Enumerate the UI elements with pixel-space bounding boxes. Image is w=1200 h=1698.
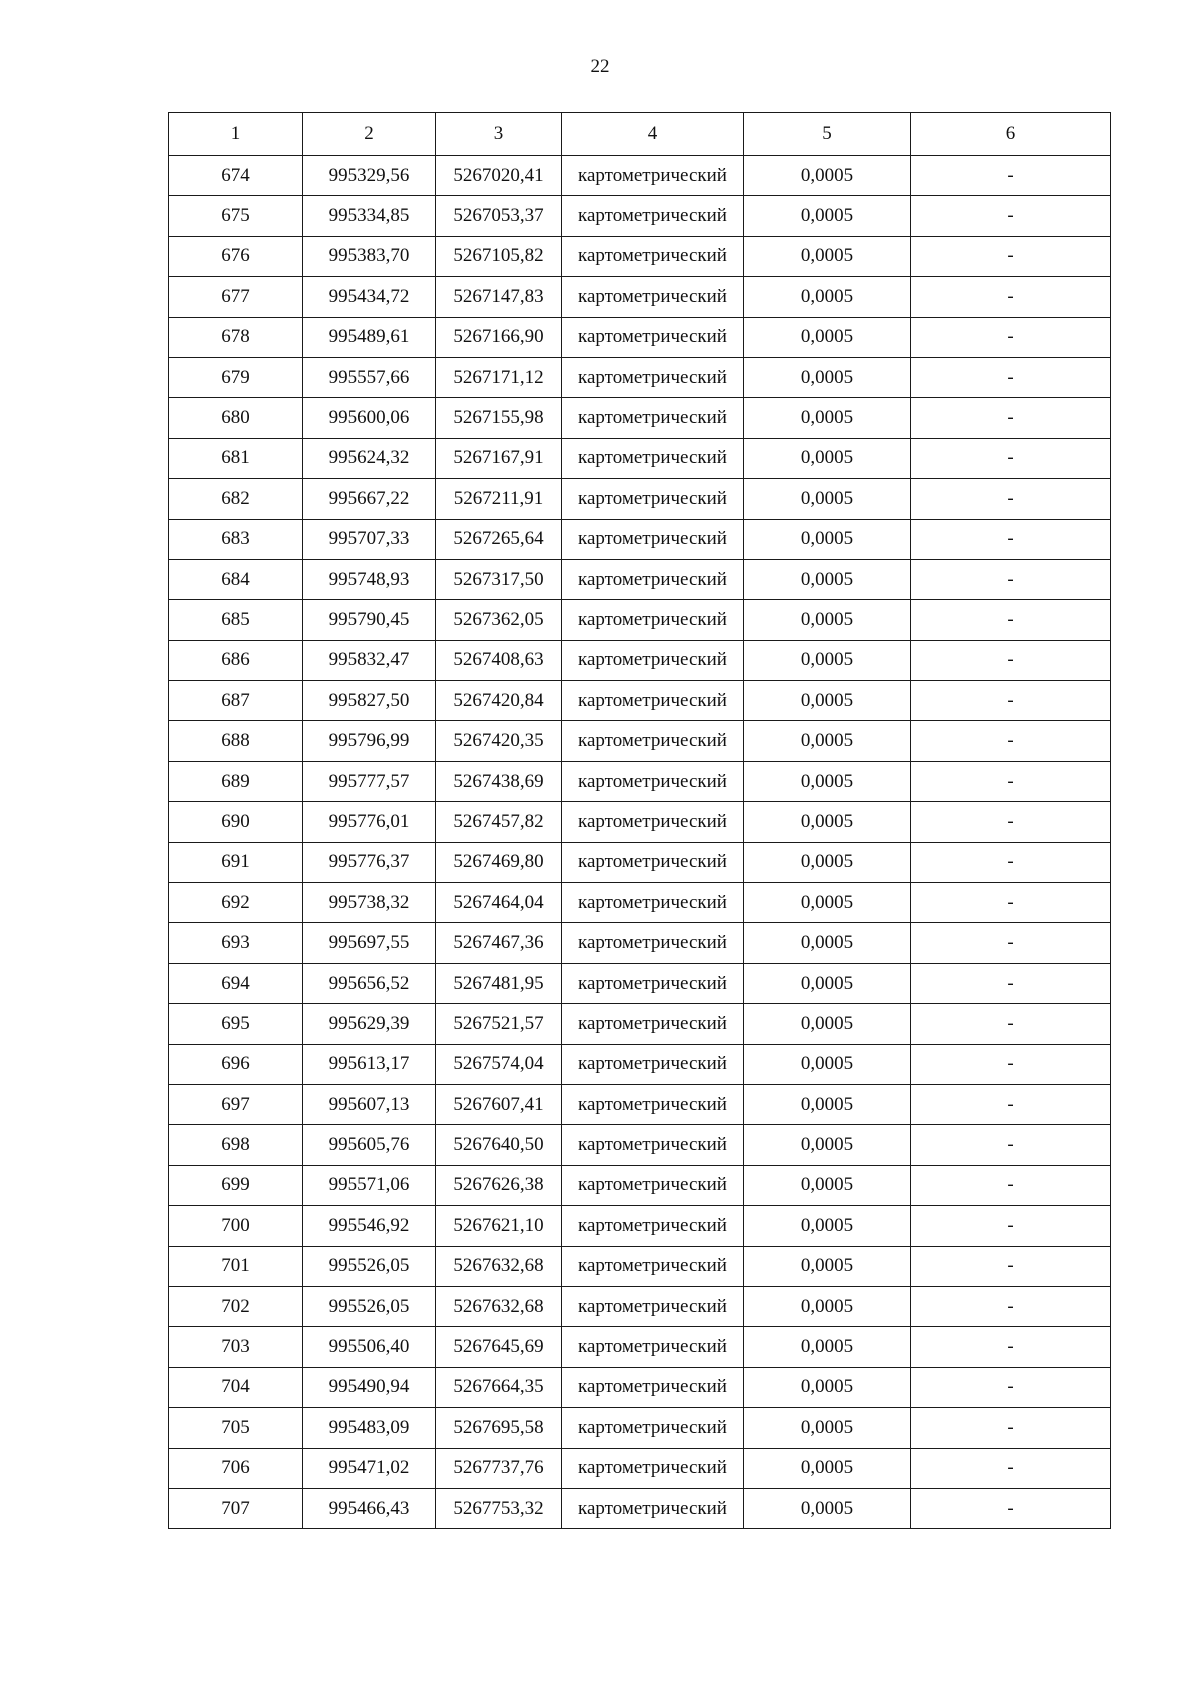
- table-row: [169, 398, 1111, 438]
- coordinates-table: [168, 112, 1111, 1529]
- accuracy-cell: 0,0005: [744, 761, 911, 801]
- accuracy-cell: 0,0005: [744, 1246, 911, 1286]
- y-coordinate-cell: 5267521,57: [436, 1004, 562, 1044]
- point-number-cell: 707: [169, 1488, 303, 1528]
- x-coordinate-cell: 995490,94: [303, 1367, 436, 1407]
- point-number-cell: 678: [169, 317, 303, 357]
- x-coordinate-cell: 995506,40: [303, 1327, 436, 1367]
- method-cell: картометрический: [562, 1084, 744, 1124]
- y-coordinate-cell: 5267362,05: [436, 600, 562, 640]
- note-cell: -: [911, 1044, 1111, 1084]
- note-cell: -: [911, 681, 1111, 721]
- table-row: [169, 640, 1111, 680]
- table-row: [169, 1246, 1111, 1286]
- point-number-cell: 687: [169, 681, 303, 721]
- header-row: [169, 113, 1111, 156]
- note-cell: -: [911, 236, 1111, 276]
- y-coordinate-cell: 5267105,82: [436, 236, 562, 276]
- x-coordinate-cell: 995557,66: [303, 357, 436, 397]
- x-coordinate-cell: 995790,45: [303, 600, 436, 640]
- table-row: [169, 1044, 1111, 1084]
- x-coordinate-cell: 995827,50: [303, 681, 436, 721]
- x-coordinate-cell: 995600,06: [303, 398, 436, 438]
- point-number-cell: 691: [169, 842, 303, 882]
- method-cell: картометрический: [562, 842, 744, 882]
- y-coordinate-cell: 5267464,04: [436, 883, 562, 923]
- table-row: [169, 923, 1111, 963]
- y-coordinate-cell: 5267317,50: [436, 559, 562, 599]
- accuracy-cell: 0,0005: [744, 559, 911, 599]
- accuracy-cell: 0,0005: [744, 398, 911, 438]
- x-coordinate-cell: 995613,17: [303, 1044, 436, 1084]
- method-cell: картометрический: [562, 317, 744, 357]
- x-coordinate-cell: 995832,47: [303, 640, 436, 680]
- table-row: [169, 963, 1111, 1003]
- table-row: [169, 236, 1111, 276]
- method-cell: картометрический: [562, 761, 744, 801]
- accuracy-cell: 0,0005: [744, 681, 911, 721]
- method-cell: картометрический: [562, 357, 744, 397]
- accuracy-cell: 0,0005: [744, 277, 911, 317]
- point-number-cell: 675: [169, 196, 303, 236]
- accuracy-cell: 0,0005: [744, 519, 911, 559]
- note-cell: -: [911, 721, 1111, 761]
- table-row: [169, 842, 1111, 882]
- note-cell: -: [911, 1246, 1111, 1286]
- x-coordinate-cell: 995777,57: [303, 761, 436, 801]
- point-number-cell: 696: [169, 1044, 303, 1084]
- table-row: [169, 1084, 1111, 1124]
- accuracy-cell: 0,0005: [744, 438, 911, 478]
- method-cell: картометрический: [562, 923, 744, 963]
- y-coordinate-cell: 5267420,35: [436, 721, 562, 761]
- point-number-cell: 682: [169, 479, 303, 519]
- x-coordinate-cell: 995748,93: [303, 559, 436, 599]
- note-cell: -: [911, 1084, 1111, 1124]
- accuracy-cell: 0,0005: [744, 479, 911, 519]
- table-row: [169, 761, 1111, 801]
- method-cell: картометрический: [562, 559, 744, 599]
- point-number-cell: 676: [169, 236, 303, 276]
- table-body: [169, 156, 1111, 1529]
- method-cell: картометрический: [562, 1448, 744, 1488]
- note-cell: -: [911, 802, 1111, 842]
- accuracy-cell: 0,0005: [744, 317, 911, 357]
- accuracy-cell: 0,0005: [744, 1448, 911, 1488]
- header-cell-5: 5: [744, 113, 911, 156]
- x-coordinate-cell: 995796,99: [303, 721, 436, 761]
- table-header: [169, 113, 1111, 156]
- point-number-cell: 698: [169, 1125, 303, 1165]
- table-row: [169, 277, 1111, 317]
- y-coordinate-cell: 5267753,32: [436, 1488, 562, 1528]
- method-cell: картометрический: [562, 196, 744, 236]
- table-row: [169, 802, 1111, 842]
- point-number-cell: 694: [169, 963, 303, 1003]
- x-coordinate-cell: 995471,02: [303, 1448, 436, 1488]
- method-cell: картометрический: [562, 1408, 744, 1448]
- point-number-cell: 700: [169, 1206, 303, 1246]
- point-number-cell: 688: [169, 721, 303, 761]
- y-coordinate-cell: 5267469,80: [436, 842, 562, 882]
- note-cell: -: [911, 317, 1111, 357]
- method-cell: картометрический: [562, 600, 744, 640]
- point-number-cell: 684: [169, 559, 303, 599]
- method-cell: картометрический: [562, 519, 744, 559]
- method-cell: картометрический: [562, 721, 744, 761]
- note-cell: -: [911, 883, 1111, 923]
- accuracy-cell: 0,0005: [744, 156, 911, 196]
- note-cell: -: [911, 519, 1111, 559]
- method-cell: картометрический: [562, 156, 744, 196]
- x-coordinate-cell: 995434,72: [303, 277, 436, 317]
- accuracy-cell: 0,0005: [744, 1367, 911, 1407]
- table-row: [169, 519, 1111, 559]
- y-coordinate-cell: 5267640,50: [436, 1125, 562, 1165]
- table-row: [169, 681, 1111, 721]
- point-number-cell: 692: [169, 883, 303, 923]
- x-coordinate-cell: 995526,05: [303, 1246, 436, 1286]
- note-cell: -: [911, 398, 1111, 438]
- note-cell: -: [911, 1367, 1111, 1407]
- x-coordinate-cell: 995489,61: [303, 317, 436, 357]
- point-number-cell: 690: [169, 802, 303, 842]
- x-coordinate-cell: 995483,09: [303, 1408, 436, 1448]
- method-cell: картометрический: [562, 236, 744, 276]
- y-coordinate-cell: 5267053,37: [436, 196, 562, 236]
- y-coordinate-cell: 5267626,38: [436, 1165, 562, 1205]
- note-cell: -: [911, 277, 1111, 317]
- x-coordinate-cell: 995776,37: [303, 842, 436, 882]
- note-cell: -: [911, 963, 1111, 1003]
- y-coordinate-cell: 5267645,69: [436, 1327, 562, 1367]
- method-cell: картометрический: [562, 802, 744, 842]
- x-coordinate-cell: 995466,43: [303, 1488, 436, 1528]
- table-row: [169, 1367, 1111, 1407]
- accuracy-cell: 0,0005: [744, 357, 911, 397]
- accuracy-cell: 0,0005: [744, 1125, 911, 1165]
- note-cell: -: [911, 479, 1111, 519]
- point-number-cell: 704: [169, 1367, 303, 1407]
- x-coordinate-cell: 995334,85: [303, 196, 436, 236]
- y-coordinate-cell: 5267695,58: [436, 1408, 562, 1448]
- method-cell: картометрический: [562, 681, 744, 721]
- table-row: [169, 317, 1111, 357]
- header-cell-4: 4: [562, 113, 744, 156]
- method-cell: картометрический: [562, 963, 744, 1003]
- point-number-cell: 689: [169, 761, 303, 801]
- y-coordinate-cell: 5267621,10: [436, 1206, 562, 1246]
- note-cell: -: [911, 438, 1111, 478]
- accuracy-cell: 0,0005: [744, 600, 911, 640]
- accuracy-cell: 0,0005: [744, 1206, 911, 1246]
- x-coordinate-cell: 995776,01: [303, 802, 436, 842]
- accuracy-cell: 0,0005: [744, 236, 911, 276]
- header-cell-2: 2: [303, 113, 436, 156]
- method-cell: картометрический: [562, 277, 744, 317]
- y-coordinate-cell: 5267664,35: [436, 1367, 562, 1407]
- note-cell: -: [911, 600, 1111, 640]
- method-cell: картометрический: [562, 1206, 744, 1246]
- note-cell: -: [911, 1448, 1111, 1488]
- y-coordinate-cell: 5267020,41: [436, 156, 562, 196]
- x-coordinate-cell: 995624,32: [303, 438, 436, 478]
- accuracy-cell: 0,0005: [744, 1286, 911, 1326]
- note-cell: -: [911, 196, 1111, 236]
- accuracy-cell: 0,0005: [744, 963, 911, 1003]
- accuracy-cell: 0,0005: [744, 721, 911, 761]
- accuracy-cell: 0,0005: [744, 1408, 911, 1448]
- table-row: [169, 1286, 1111, 1326]
- y-coordinate-cell: 5267420,84: [436, 681, 562, 721]
- accuracy-cell: 0,0005: [744, 196, 911, 236]
- table-row: [169, 559, 1111, 599]
- x-coordinate-cell: 995546,92: [303, 1206, 436, 1246]
- table-row: [169, 1125, 1111, 1165]
- note-cell: -: [911, 1206, 1111, 1246]
- table-row: [169, 196, 1111, 236]
- table-row: [169, 438, 1111, 478]
- point-number-cell: 693: [169, 923, 303, 963]
- table-row: [169, 1448, 1111, 1488]
- method-cell: картометрический: [562, 1286, 744, 1326]
- point-number-cell: 699: [169, 1165, 303, 1205]
- y-coordinate-cell: 5267457,82: [436, 802, 562, 842]
- note-cell: -: [911, 761, 1111, 801]
- note-cell: -: [911, 559, 1111, 599]
- table-row: [169, 1165, 1111, 1205]
- method-cell: картометрический: [562, 1367, 744, 1407]
- accuracy-cell: 0,0005: [744, 842, 911, 882]
- note-cell: -: [911, 1488, 1111, 1528]
- x-coordinate-cell: 995571,06: [303, 1165, 436, 1205]
- method-cell: картометрический: [562, 438, 744, 478]
- method-cell: картометрический: [562, 1125, 744, 1165]
- table-row: [169, 1488, 1111, 1528]
- header-cell-1: 1: [169, 113, 303, 156]
- accuracy-cell: 0,0005: [744, 1165, 911, 1205]
- x-coordinate-cell: 995656,52: [303, 963, 436, 1003]
- y-coordinate-cell: 5267211,91: [436, 479, 562, 519]
- point-number-cell: 702: [169, 1286, 303, 1326]
- point-number-cell: 679: [169, 357, 303, 397]
- method-cell: картометрический: [562, 1165, 744, 1205]
- y-coordinate-cell: 5267574,04: [436, 1044, 562, 1084]
- table-row: [169, 1206, 1111, 1246]
- x-coordinate-cell: 995707,33: [303, 519, 436, 559]
- note-cell: -: [911, 640, 1111, 680]
- x-coordinate-cell: 995383,70: [303, 236, 436, 276]
- point-number-cell: 705: [169, 1408, 303, 1448]
- method-cell: картометрический: [562, 1044, 744, 1084]
- table-row: [169, 721, 1111, 761]
- table-row: [169, 156, 1111, 196]
- point-number-cell: 686: [169, 640, 303, 680]
- table-row: [169, 883, 1111, 923]
- y-coordinate-cell: 5267147,83: [436, 277, 562, 317]
- table-row: [169, 600, 1111, 640]
- point-number-cell: 681: [169, 438, 303, 478]
- x-coordinate-cell: 995667,22: [303, 479, 436, 519]
- note-cell: -: [911, 923, 1111, 963]
- header-cell-6: 6: [911, 113, 1111, 156]
- point-number-cell: 677: [169, 277, 303, 317]
- accuracy-cell: 0,0005: [744, 1488, 911, 1528]
- point-number-cell: 685: [169, 600, 303, 640]
- method-cell: картометрический: [562, 1246, 744, 1286]
- x-coordinate-cell: 995605,76: [303, 1125, 436, 1165]
- accuracy-cell: 0,0005: [744, 1327, 911, 1367]
- point-number-cell: 674: [169, 156, 303, 196]
- note-cell: -: [911, 357, 1111, 397]
- note-cell: -: [911, 156, 1111, 196]
- note-cell: -: [911, 1125, 1111, 1165]
- y-coordinate-cell: 5267737,76: [436, 1448, 562, 1488]
- point-number-cell: 706: [169, 1448, 303, 1488]
- header-cell-3: 3: [436, 113, 562, 156]
- x-coordinate-cell: 995526,05: [303, 1286, 436, 1326]
- y-coordinate-cell: 5267438,69: [436, 761, 562, 801]
- table-row: [169, 479, 1111, 519]
- x-coordinate-cell: 995607,13: [303, 1084, 436, 1124]
- note-cell: -: [911, 1004, 1111, 1044]
- note-cell: -: [911, 1408, 1111, 1448]
- note-cell: -: [911, 1286, 1111, 1326]
- method-cell: картометрический: [562, 479, 744, 519]
- note-cell: -: [911, 1165, 1111, 1205]
- x-coordinate-cell: 995738,32: [303, 883, 436, 923]
- point-number-cell: 683: [169, 519, 303, 559]
- y-coordinate-cell: 5267166,90: [436, 317, 562, 357]
- y-coordinate-cell: 5267265,64: [436, 519, 562, 559]
- method-cell: картометрический: [562, 883, 744, 923]
- x-coordinate-cell: 995329,56: [303, 156, 436, 196]
- y-coordinate-cell: 5267632,68: [436, 1286, 562, 1326]
- page-number: 22: [590, 56, 610, 77]
- y-coordinate-cell: 5267607,41: [436, 1084, 562, 1124]
- point-number-cell: 680: [169, 398, 303, 438]
- table-row: [169, 1004, 1111, 1044]
- point-number-cell: 703: [169, 1327, 303, 1367]
- note-cell: -: [911, 842, 1111, 882]
- accuracy-cell: 0,0005: [744, 883, 911, 923]
- accuracy-cell: 0,0005: [744, 1084, 911, 1124]
- y-coordinate-cell: 5267167,91: [436, 438, 562, 478]
- method-cell: картометрический: [562, 1327, 744, 1367]
- table-row: [169, 1327, 1111, 1367]
- method-cell: картометрический: [562, 398, 744, 438]
- y-coordinate-cell: 5267632,68: [436, 1246, 562, 1286]
- accuracy-cell: 0,0005: [744, 640, 911, 680]
- x-coordinate-cell: 995697,55: [303, 923, 436, 963]
- point-number-cell: 697: [169, 1084, 303, 1124]
- method-cell: картометрический: [562, 1488, 744, 1528]
- accuracy-cell: 0,0005: [744, 1044, 911, 1084]
- table-row: [169, 1408, 1111, 1448]
- y-coordinate-cell: 5267155,98: [436, 398, 562, 438]
- method-cell: картометрический: [562, 640, 744, 680]
- y-coordinate-cell: 5267171,12: [436, 357, 562, 397]
- x-coordinate-cell: 995629,39: [303, 1004, 436, 1044]
- y-coordinate-cell: 5267467,36: [436, 923, 562, 963]
- accuracy-cell: 0,0005: [744, 802, 911, 842]
- accuracy-cell: 0,0005: [744, 1004, 911, 1044]
- y-coordinate-cell: 5267408,63: [436, 640, 562, 680]
- note-cell: -: [911, 1327, 1111, 1367]
- accuracy-cell: 0,0005: [744, 923, 911, 963]
- point-number-cell: 695: [169, 1004, 303, 1044]
- method-cell: картометрический: [562, 1004, 744, 1044]
- point-number-cell: 701: [169, 1246, 303, 1286]
- table-row: [169, 357, 1111, 397]
- y-coordinate-cell: 5267481,95: [436, 963, 562, 1003]
